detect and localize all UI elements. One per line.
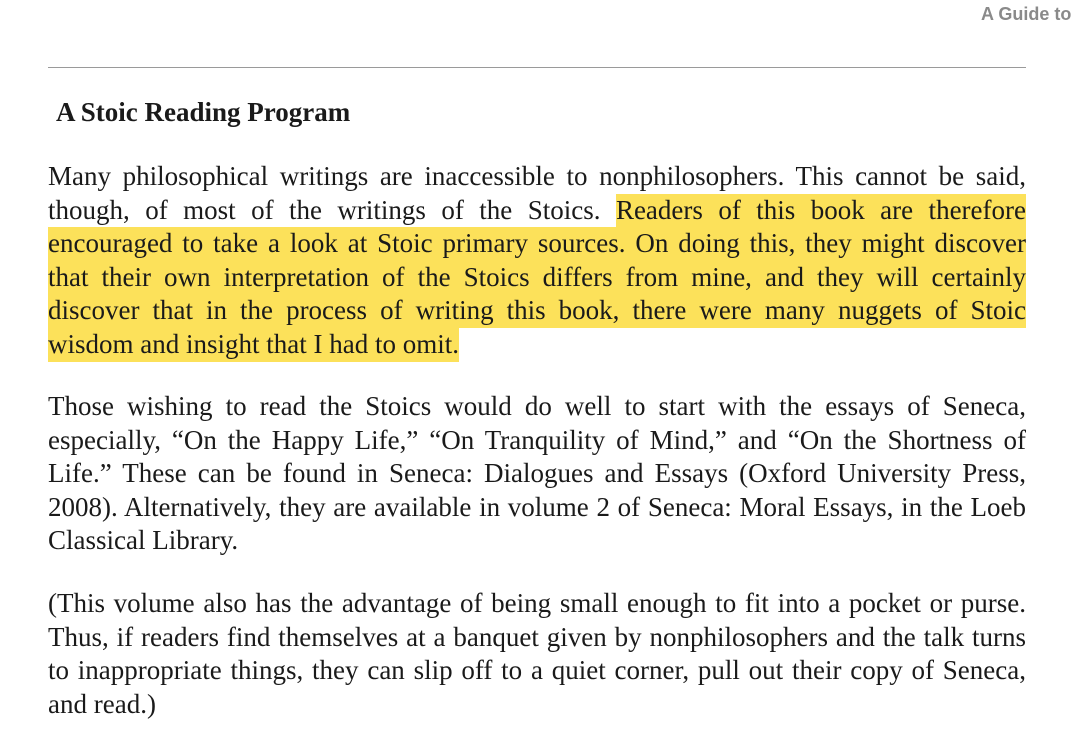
highlighted-passage[interactable]: Readers of this book are therefore encouraged to take a look at Stoic primary sources. On doing this, they might discover that their own interpretation of the Stoics differs from mine, and they will certainly discover that in the process of writing this book, there were many nuggets of Stoic wisdom and insight that I had to omit. <box>48 194 1026 362</box>
running-header-title: A Guide to <box>981 4 1072 24</box>
paragraph-3: (This volume also has the advantage of being small enough to fit into a pocket or purse. Thus, if readers find themselves at a banquet given by nonphilosophers and the talk turns to inappropriate things, they can slip off to a quiet corner, pull out their copy of Seneca, and read.) <box>48 588 1026 719</box>
paragraph-1 <box>48 160 1026 361</box>
paragraph-2: Those wishing to read the Stoics would do well to start with the essays of Seneca, especially, “On the Happy Life,” “On Tranquility of Mind,” and “On the Shortness of Life.” These can be found in Seneca: Dialogues and Essays (Oxford University Press, 2008). Alternatively, they are available in volume 2 of Seneca: Moral Essays, in the Loeb Classical Library. <box>48 391 1026 555</box>
header-divider <box>48 67 1026 68</box>
paragraph-1-text: Many philosophical writings are inaccessible to nonphilosophers. This cannot be said, though, of most of the writings of the Stoics. <box>48 161 1026 225</box>
section-title: A Stoic Reading Program <box>56 97 351 127</box>
